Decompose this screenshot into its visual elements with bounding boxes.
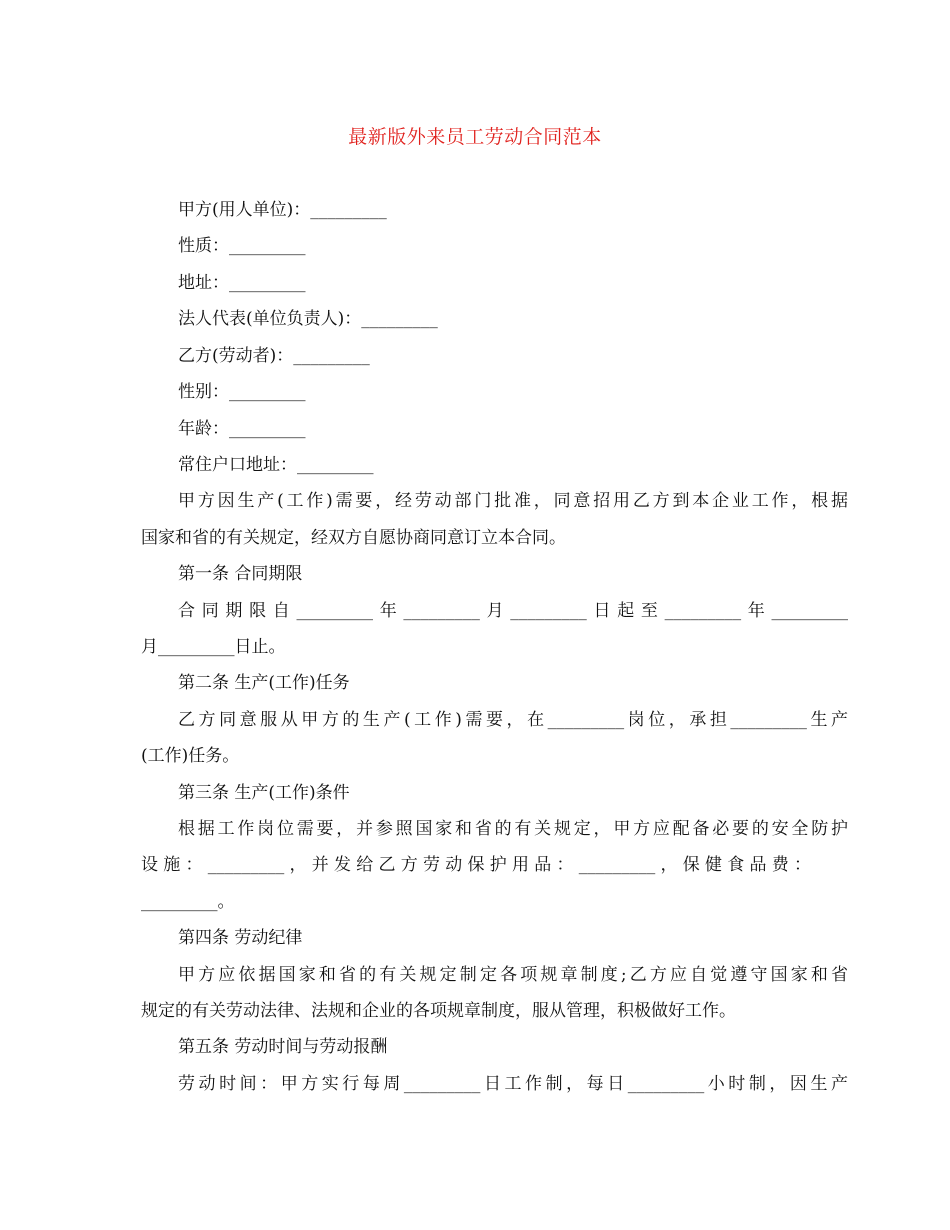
article-3-line-3: _________。 (141, 892, 235, 912)
nature-field: 性质：_________ (178, 236, 306, 256)
residence-field: 常住户口地址：_________ (178, 455, 374, 475)
preamble-line-2: 国家和省的有关规定，经双方自愿协商同意订立本合同。 (141, 528, 566, 548)
article-5-line-1: 劳动时间：甲方实行每周_________日工作制，每日_________小时制，因生产 (178, 1074, 848, 1094)
article-3-line-2: 设施：_________，并发给乙方劳动保护用品：_________，保健食品费： (141, 855, 811, 875)
article-5-heading: 第五条 劳动时间与劳动报酬 (178, 1037, 388, 1057)
party-b-field: 乙方(劳动者)：_________ (178, 346, 370, 366)
article-2-heading: 第二条 生产(工作)任务 (178, 673, 350, 693)
article-3-heading: 第三条 生产(工作)条件 (178, 783, 350, 803)
address-field: 地址：_________ (178, 273, 306, 293)
preamble-line-1: 甲方因生产(工作)需要，经劳动部门批准，同意招用乙方到本企业工作，根据 (178, 491, 848, 511)
article-2-line-1: 乙方同意服从甲方的生产(工作)需要，在_________岗位，承担_________生产 (178, 710, 848, 730)
article-2-line-2: (工作)任务。 (141, 746, 240, 766)
article-4-line-1: 甲方应依据国家和省的有关规定制定各项规章制度;乙方应自觉遵守国家和省 (178, 965, 848, 985)
article-1-heading: 第一条 合同期限 (178, 564, 303, 584)
article-1-line-2: 月_________日止。 (141, 637, 286, 657)
gender-field: 性别：_________ (178, 382, 306, 402)
article-3-line-1: 根据工作岗位需要，并参照国家和省的有关规定，甲方应配备必要的安全防护 (178, 819, 848, 839)
party-a-field: 甲方(用人单位)：_________ (178, 200, 387, 220)
legal-rep-field: 法人代表(单位负责人)：_________ (178, 309, 438, 329)
age-field: 年龄：_________ (178, 419, 306, 439)
article-4-heading: 第四条 劳动纪律 (178, 928, 303, 948)
article-1-line-1: 合同期限自_________年_________月_________日起至_________年_________ (178, 601, 848, 621)
article-4-line-2: 规定的有关劳动法律、法规和企业的各项规章制度，服从管理，积极做好工作。 (141, 1001, 736, 1021)
document-title: 最新版外来员工劳动合同范本 (348, 126, 602, 148)
